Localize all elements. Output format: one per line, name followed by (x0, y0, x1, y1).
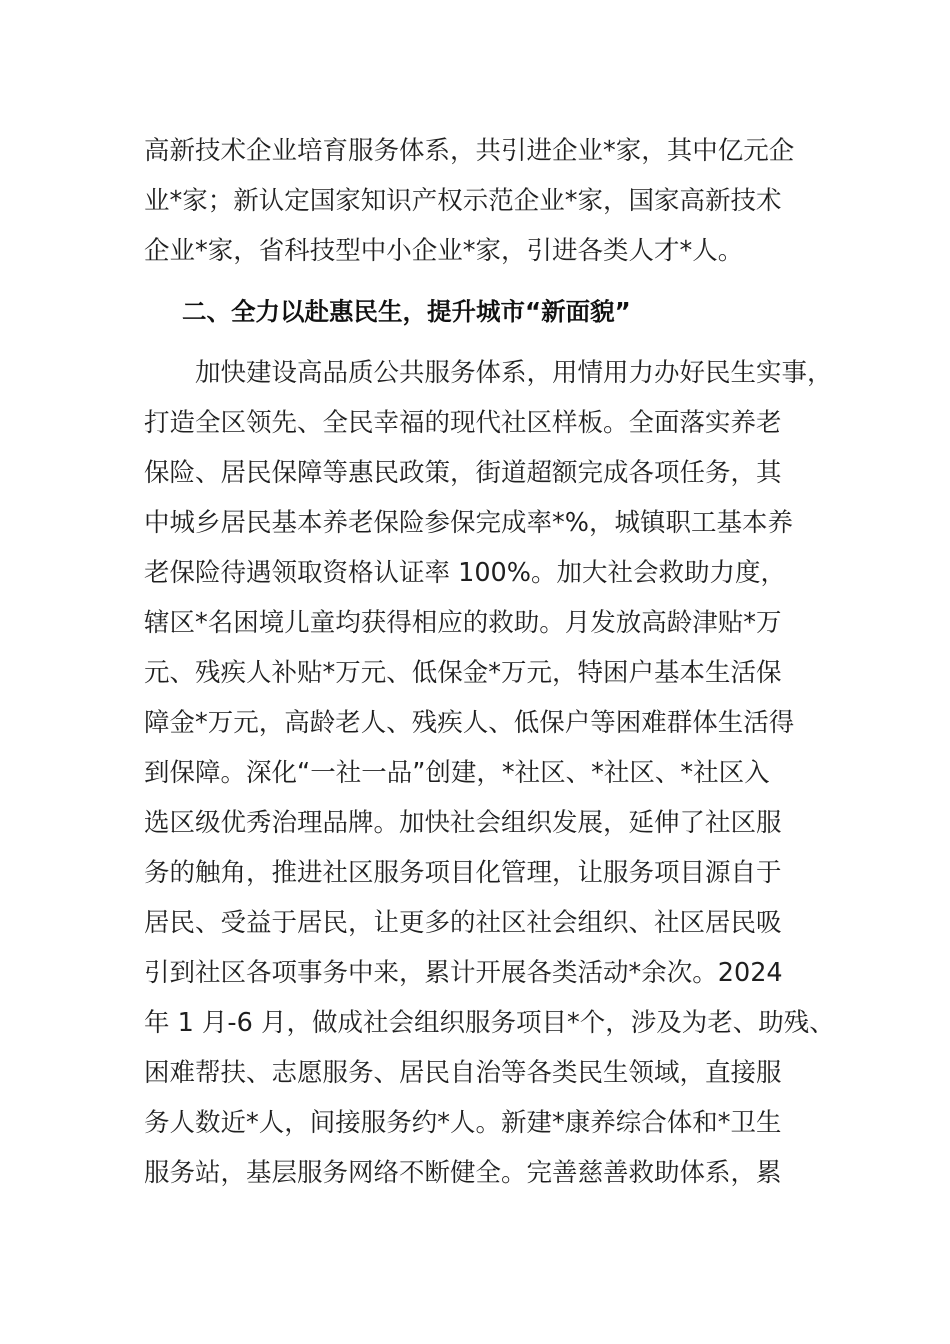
paragraph-line: 居民、受益于居民，让更多的社区社会组织、社区居民吸 (144, 908, 782, 938)
paragraph-line: 中城乡居民基本养老保险参保完成率*%，城镇职工基本养 (144, 508, 793, 538)
paragraph-line: 困难帮扶、志愿服务、居民自治等各类民生领域，直接服 (144, 1058, 782, 1088)
paragraph-line: 务的触角，推进社区服务项目化管理，让服务项目源自于 (144, 858, 782, 888)
paragraph-line: 企业*家，省科技型中小企业*家，引进各类人才*人。 (144, 236, 744, 266)
paragraph-line: 选区级优秀治理品牌。加快社会组织发展，延伸了社区服 (144, 808, 782, 838)
paragraph-line: 服务站，基层服务网络不断健全。完善慈善救助体系，累 (144, 1158, 782, 1188)
paragraph-line: 保险、居民保障等惠民政策，街道超额完成各项任务，其 (144, 458, 782, 488)
paragraph-line: 元、残疾人补贴*万元、低保金*万元，特困户基本生活保 (144, 658, 782, 688)
paragraph-line: 加快建设高品质公共服务体系，用情用力办好民生实事， (144, 358, 833, 388)
paragraph-line: 高新技术企业培育服务体系，共引进企业*家，其中亿元企 (144, 136, 795, 166)
paragraph-line: 辖区*名困境儿童均获得相应的救助。月发放高龄津贴*万 (144, 608, 782, 638)
paragraph-line: 到保障。深化“一社一品”创建，*社区、*社区、*社区入 (144, 758, 770, 788)
section-heading: 二、全力以赴惠民生，提升城市“新面貌” (182, 297, 631, 326)
paragraph-line: 业*家；新认定国家知识产权示范企业*家，国家高新技术 (144, 186, 782, 216)
paragraph-line: 老保险待遇领取资格认证率 100%。加大社会救助力度， (144, 558, 787, 588)
paragraph-line: 年 1 月-6 月，做成社会组织服务项目*个，涉及为老、助残、 (144, 1008, 835, 1038)
paragraph-line: 务人数近*人，间接服务约*人。新建*康养综合体和*卫生 (144, 1108, 782, 1138)
paragraph-line: 打造全区领先、全民幸福的现代社区样板。全面落实养老 (144, 408, 782, 438)
paragraph-line: 障金*万元，高龄老人、残疾人、低保户等困难群体生活得 (144, 708, 795, 738)
paragraph-line: 引到社区各项事务中来，累计开展各类活动*余次。2024 (144, 958, 783, 988)
